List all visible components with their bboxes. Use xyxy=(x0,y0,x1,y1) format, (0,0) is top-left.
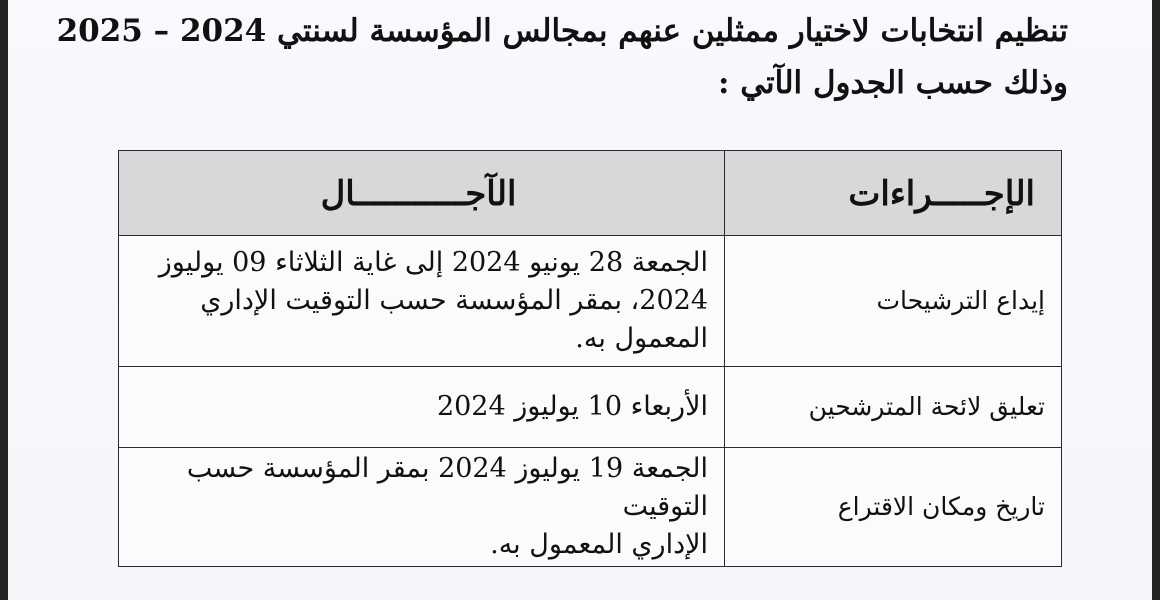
deadline-cell xyxy=(119,236,725,367)
schedule-table-head xyxy=(119,151,1062,236)
schedule-table-body xyxy=(119,236,1062,567)
table-row xyxy=(119,236,1062,367)
intro-line-1: تنظيم انتخابات لاختيار ممثلين عنهم بمجالس المؤسسة لسنتي 2024 – 2025 xyxy=(56,13,1068,49)
table-header-row xyxy=(119,151,1062,236)
schedule-table xyxy=(118,150,1062,567)
deadline-cell xyxy=(119,448,725,567)
deadline-line: الجمعة 28 يونيو 2024 إلى غاية الثلاثاء 09 يوليوز xyxy=(158,247,708,278)
scan-border-left xyxy=(0,0,8,600)
action-cell: إيداع الترشيحات xyxy=(725,236,1062,367)
scan-border-right xyxy=(1152,0,1160,600)
action-cell: تعليق لائحة المترشحين xyxy=(725,367,1062,448)
intro-line-2: وذلك حسب الجدول الآتي : xyxy=(717,65,1068,101)
deadline-cell xyxy=(119,367,725,448)
actions-column-header: الإجـــــراءات xyxy=(725,151,1062,236)
deadline-line: 2024، بمقر المؤسسة حسب التوقيت الإداري المعمول به. xyxy=(200,285,708,354)
deadlines-column-header: الآجـــــــــــال xyxy=(119,151,725,236)
action-cell: تاريخ ومكان الاقتراع xyxy=(725,448,1062,567)
intro-paragraph xyxy=(56,5,1068,109)
table-row xyxy=(119,448,1062,567)
deadline-line: الإداري المعمول به. xyxy=(490,529,708,560)
deadline-line: الجمعة 19 يوليوز 2024 بمقر المؤسسة حسب التوقيت xyxy=(186,453,708,522)
table-row xyxy=(119,367,1062,448)
deadline-line: الأربعاء 10 يوليوز 2024 xyxy=(436,391,708,422)
